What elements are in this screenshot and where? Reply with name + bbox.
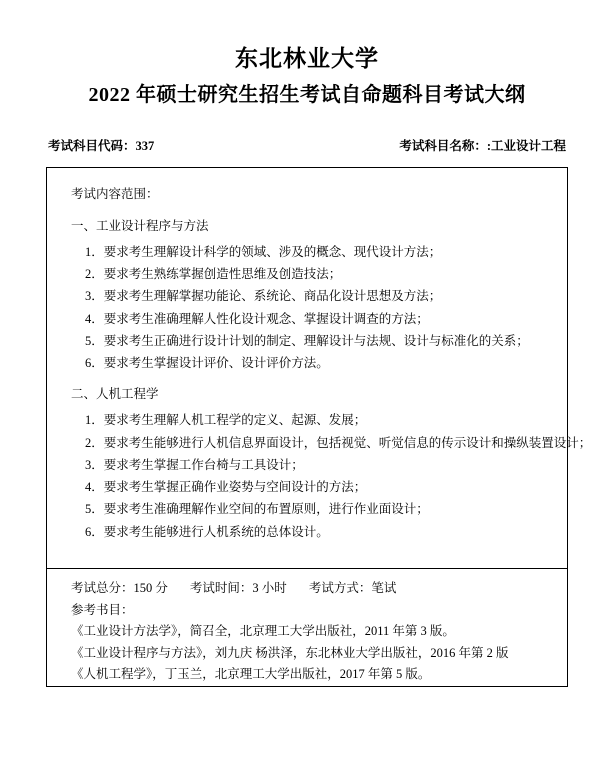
subject-name — [399, 136, 566, 154]
section-1 — [67, 216, 547, 375]
list-item: 5．要求考生准确理解作业空间的布置原则，进行作业面设计； — [85, 502, 429, 517]
list-item: 3．要求考生理解掌握功能论、系统论、商品化设计思想及方法； — [85, 289, 442, 304]
section-1-title: 一、工业设计程序与方法 — [71, 218, 209, 233]
duration-label: 考试时间： — [189, 581, 253, 596]
list-item: 1．要求考生理解设计科学的领域、涉及的概念、现代设计方法； — [85, 244, 442, 259]
list-item: 4．要求考生掌握正确作业姿势与空间设计的方法； — [85, 480, 367, 495]
subject-code-label: 考试科目代码： — [48, 138, 136, 153]
list-item: 3．要求考生掌握工作台椅与工具设计； — [85, 457, 304, 472]
subject-code-value: 337 — [135, 138, 155, 153]
duration-value: 3 小时 — [252, 581, 287, 596]
list-item: 2．要求考生能够进行人机信息界面设计，包括视觉、听觉信息的传示设计和操纵装置设计； — [85, 435, 592, 450]
list-item: 2．要求考生熟练掌握创造性思维及创造技法； — [85, 267, 342, 282]
section-1-items — [67, 241, 547, 375]
list-item: 1．要求考生理解人机工程学的定义、起源、发展； — [85, 413, 367, 428]
books-label: 参考书目： — [71, 602, 134, 617]
page-subtitle: 2022 年硕士研究生招生考试自命题科目考试大纲 — [88, 83, 526, 106]
scope-label: 考试内容范围： — [71, 186, 159, 201]
book-reference: 《工业设计方法学》，简召全，北京理工大学出版社，2011 年第 3 版。 — [71, 624, 455, 639]
list-item: 5．要求考生正确进行设计计划的制定、理解设计与法规、设计与标准化的关系； — [85, 333, 529, 348]
subject-name-label: 考试科目名称： — [399, 138, 487, 153]
subject-code — [48, 136, 154, 154]
section-2 — [67, 384, 592, 543]
content-box — [46, 167, 592, 687]
document-header — [46, 0, 568, 108]
footer-inner — [67, 569, 547, 686]
footer-area — [67, 568, 547, 686]
subject-meta-row — [46, 136, 568, 154]
mode-value: 笔试 — [371, 581, 397, 596]
section-2-items — [67, 409, 592, 543]
section-2-title: 二、人机工程学 — [71, 387, 159, 402]
total-score-value: 150 分 — [133, 581, 168, 596]
total-score-label: 考试总分： — [71, 581, 134, 596]
book-reference: 《工业设计程序与方法》，刘九庆 杨洪泽，东北林业大学出版社，2016 年第 2 版 — [71, 645, 509, 660]
book-reference: 《人机工程学》，丁玉兰，北京理工大学出版社，2017 年第 5 版。 — [71, 667, 431, 682]
list-item: 4．要求考生准确理解人性化设计观念、掌握设计调查的方法； — [85, 311, 429, 326]
exam-summary-row — [71, 578, 547, 600]
list-item: 6．要求考生能够进行人机系统的总体设计。 — [85, 524, 329, 539]
mode-label: 考试方式： — [308, 581, 372, 596]
page-title: 东北林业大学 — [235, 46, 379, 71]
list-item: 6．要求考生掌握设计评价、设计评价方法。 — [85, 356, 329, 371]
subject-name-value: :工业设计工程 — [486, 138, 566, 153]
